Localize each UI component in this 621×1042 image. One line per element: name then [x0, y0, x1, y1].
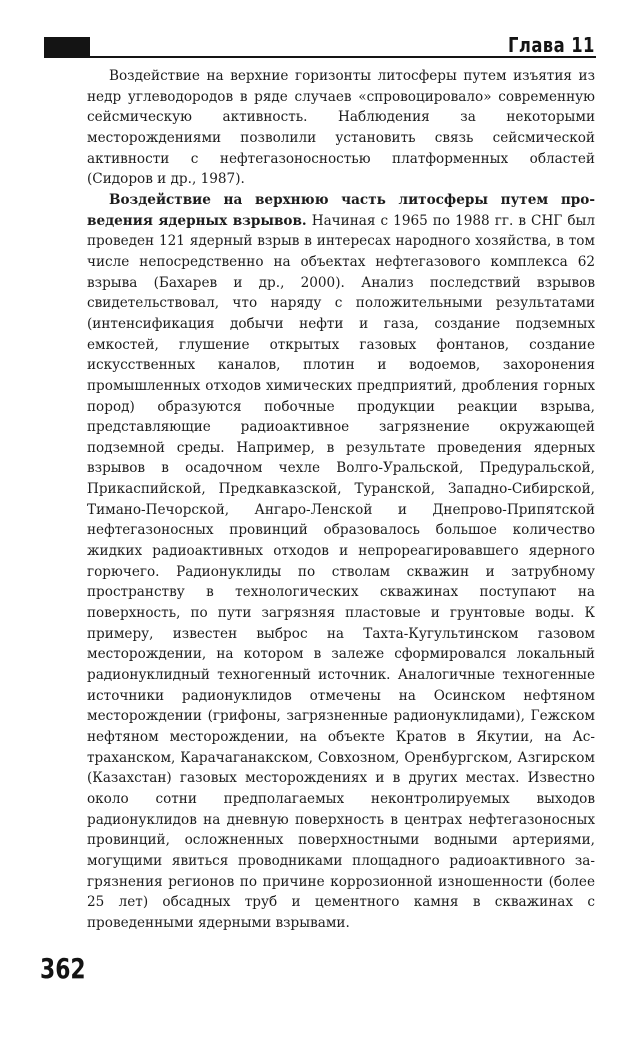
body-text [87, 66, 595, 934]
chapter-label: Глава 11 [508, 33, 595, 57]
paragraph-1 [87, 66, 595, 190]
header-bar [44, 37, 90, 57]
page-number: 362 [40, 952, 86, 985]
paragraph-2-text: Начиная с 1965 по 1988 гг. в СНГ был проведен 121 ядерный взрыв в интересах народного хозяйства, в том числе непосредственно на объектах нефтегазового комплекса 62 взрыва (Бахарев и др., 2000). Анализ последствий взрывов свидетельствовал, что наряду с положительными результатами (интенсификация добычи нефти и газа, создание подземных емкостей, глушение открытых газовых фонтанов, создание искусственных каналов, плотин и водоемов, захоронения промышленных отходов химических предприятий, дробления горных пород) образуются побочные продукции реакции взрыва, представляющие радиоактивное загрязнение окружающей подземной среды. Например, в результате проведения ядерных взрывов в осадочном чехле Волго-Уральской, Предуральской, Прикаспийской, Предкавказской, Туранской, Западно-Сибирской, Тимано-Печорской, Ангаро-Ленской и Днепрово-Припятской нефтегазоносных провинций образовалось большое количество жидких радиоактивных отходов и непрореагировавшего ядерного горючего. Радионуклиды по стволам скважин и затрубному пространству в технологических скважинах поступают на поверхность, по пути загрязняя пластовые и грунтовые воды. К примеру, известен выброс на Тахта-Кугультинском газовом месторождении, на котором в залеже сформировался локальный радионуклидный техногенный источник. Аналогичные техногенные источники радионуклидов отмечены на Осинском нефтяном месторождении (грифоны, загрязненные радионуклидами), Гежском нефтяном месторождении, на объекте Кратов в Якутии, на Астраханском, Карачаганакском, Совхозном, Оренбургском, Азгирском (Казахстан) газовых месторождениях и в других местах. Известно около сотни предполагаемых неконтролируемых выходов радионуклидов на дневную поверхность в центрах нефтегазоносных провинций, осложненных поверхностными водными артериями, могущими явиться проводниками площадного радиоактивного загрязнения регионов по причине коррозионной изношенности (более 25 лет) обсадных труб и цементного камня в скважинах с проведенными ядерными взрывами. [87, 212, 595, 931]
paragraph-2-run-in-heading: Воздействие на верхнюю часть литосферы путем проведения ядерных взрывов. [87, 191, 595, 229]
paragraph-1-text: Воздействие на верхние горизонты литосферы путем изъятия из недр углеводородов в ряде случаев «спровоцировало» современную сейсмическую активность. Наблюдения за некоторыми месторождениями позволили установить связь сейсмической активности с нефтегазоносностью платформенных областей (Сидоров и др., 1987). [87, 68, 595, 188]
paragraph-2 [87, 190, 595, 934]
